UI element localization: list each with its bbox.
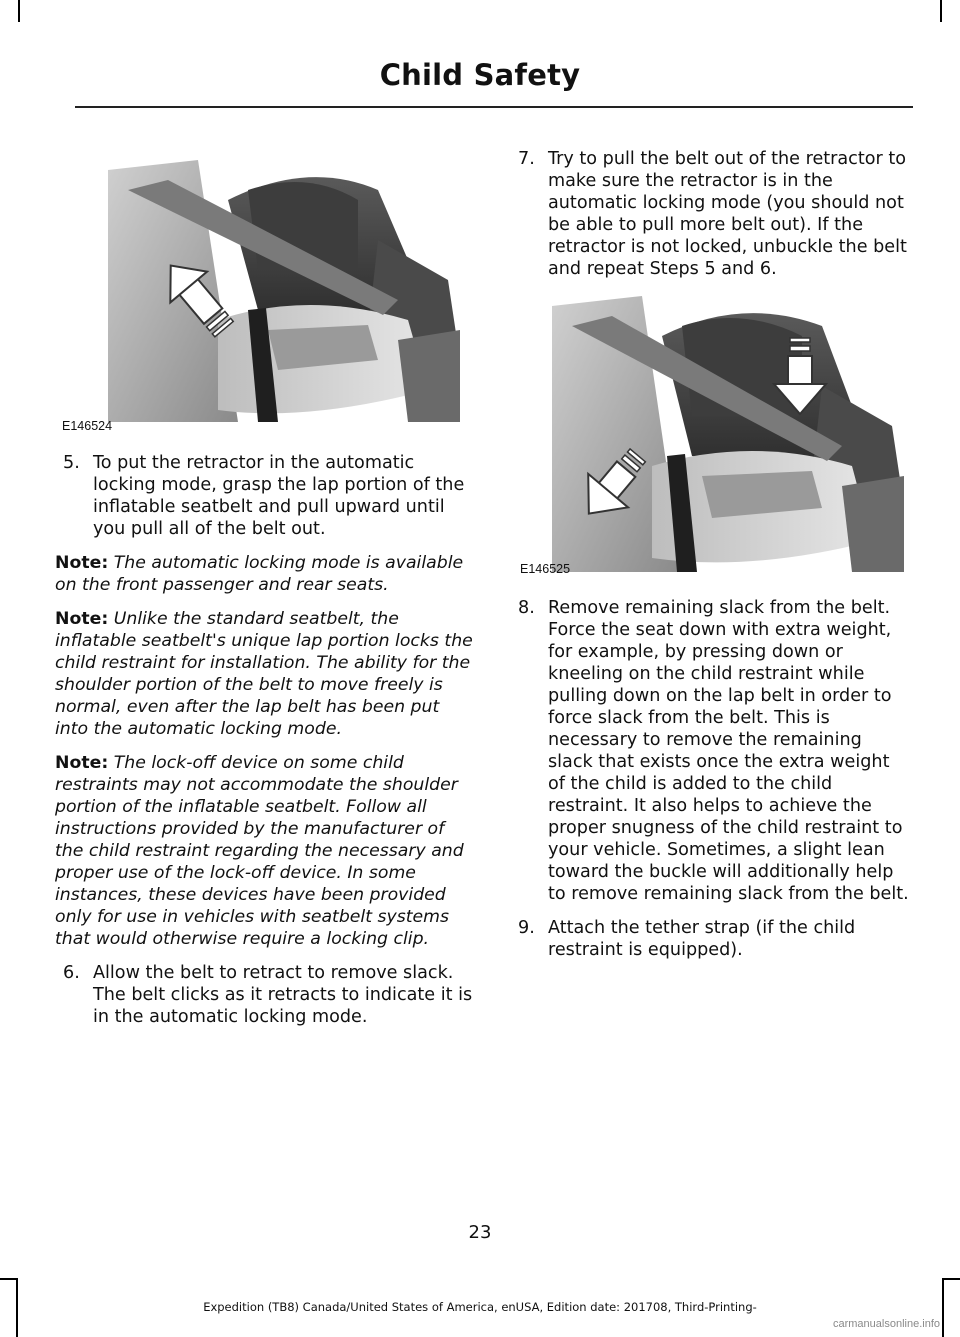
note-3 [55, 752, 475, 950]
note-text: The automatic locking mode is available on the front passenger and rear seats. [55, 553, 464, 595]
step-9 [510, 917, 910, 961]
page-title: Child Safety [379, 58, 581, 92]
step-8 [510, 597, 910, 905]
note-1 [55, 552, 475, 596]
footer: Expedition (TB8) Canada/United States of America, enUSA, Edition date: 201708, Third-Printing- [203, 1300, 757, 1314]
step-6 [55, 962, 475, 1028]
step-5 [55, 452, 475, 540]
figure-code-2: E146525 [520, 562, 571, 576]
step-text: Allow the belt to retract to remove slack. The belt clicks as it retracts to indicate it is in the automatic locking mode. [93, 963, 473, 1027]
note-text: The lock-off device on some child restraints may not accommodate the shoulder portion of the inflatable seatbelt. Follow all instructions provided by the manufacturer of the child restraint regarding the necessary and proper use of the lock-off device. In some instances, these devices have been provided only for use in vehicles with seatbelt systems that would otherwise require a locking clip. [55, 753, 464, 949]
crop-mark-top-left [18, 0, 20, 22]
step-number: 5. [63, 453, 80, 473]
right-column-top [510, 148, 910, 280]
step-number: 7. [518, 149, 535, 169]
step-text: Remove remaining slack from the belt. Force the seat down with extra weight, for example, by pressing down or kneeling on the child restraint while pulling down on the lap belt in order to force slack from the belt. This is necessary to remove the remaining slack that exists once the extra weight of the child is added to the child restraint. It also helps to achieve the proper snugness of the child restraint to your vehicle. Sometimes, a slight lean toward the buckle will additionally help to remove remaining slack from the belt. [548, 598, 909, 904]
watermark: carmanualsonline.info [832, 1318, 940, 1330]
child-seat-illustration [552, 296, 904, 572]
step-number: 6. [63, 963, 80, 983]
note-label: Note: [55, 753, 109, 773]
right-column-bottom [510, 597, 910, 961]
figure-child-seat-push-down [552, 296, 904, 572]
step-number: 8. [518, 598, 535, 618]
figure-code-1: E146524 [62, 419, 113, 433]
note-label: Note: [55, 553, 109, 573]
note-2 [55, 608, 475, 740]
note-text: Unlike the standard seatbelt, the inflatable seatbelt's unique lap portion locks the child restraint for installation. The ability for the shoulder portion of the belt to move freely is normal, even after the lap belt has been put into the automatic locking mode. [55, 609, 473, 739]
step-number: 9. [518, 918, 535, 938]
crop-mark-bottom-right [942, 1278, 960, 1280]
figure-child-seat-pull-up [108, 160, 460, 422]
step-text: Try to pull the belt out of the retractor to make sure the retractor is in the automatic locking mode (you should not be able to pull more belt out). If the retractor is not locked, unbuckle the belt and repeat Steps 5 and 6. [548, 149, 907, 279]
crop-mark-bottom-left [0, 1278, 16, 1280]
header-divider [75, 106, 913, 108]
crop-mark-top-right [940, 0, 942, 22]
note-label: Note: [55, 609, 109, 629]
step-text: Attach the tether strap (if the child restraint is equipped). [548, 918, 856, 960]
child-seat-illustration [108, 160, 460, 422]
left-column [55, 452, 475, 1028]
step-text: To put the retractor in the automatic locking mode, grasp the lap portion of the inflatable seatbelt and pull upward until you pull all of the belt out. [93, 453, 465, 539]
step-7 [510, 148, 910, 280]
page-number: 23 [468, 1222, 492, 1243]
